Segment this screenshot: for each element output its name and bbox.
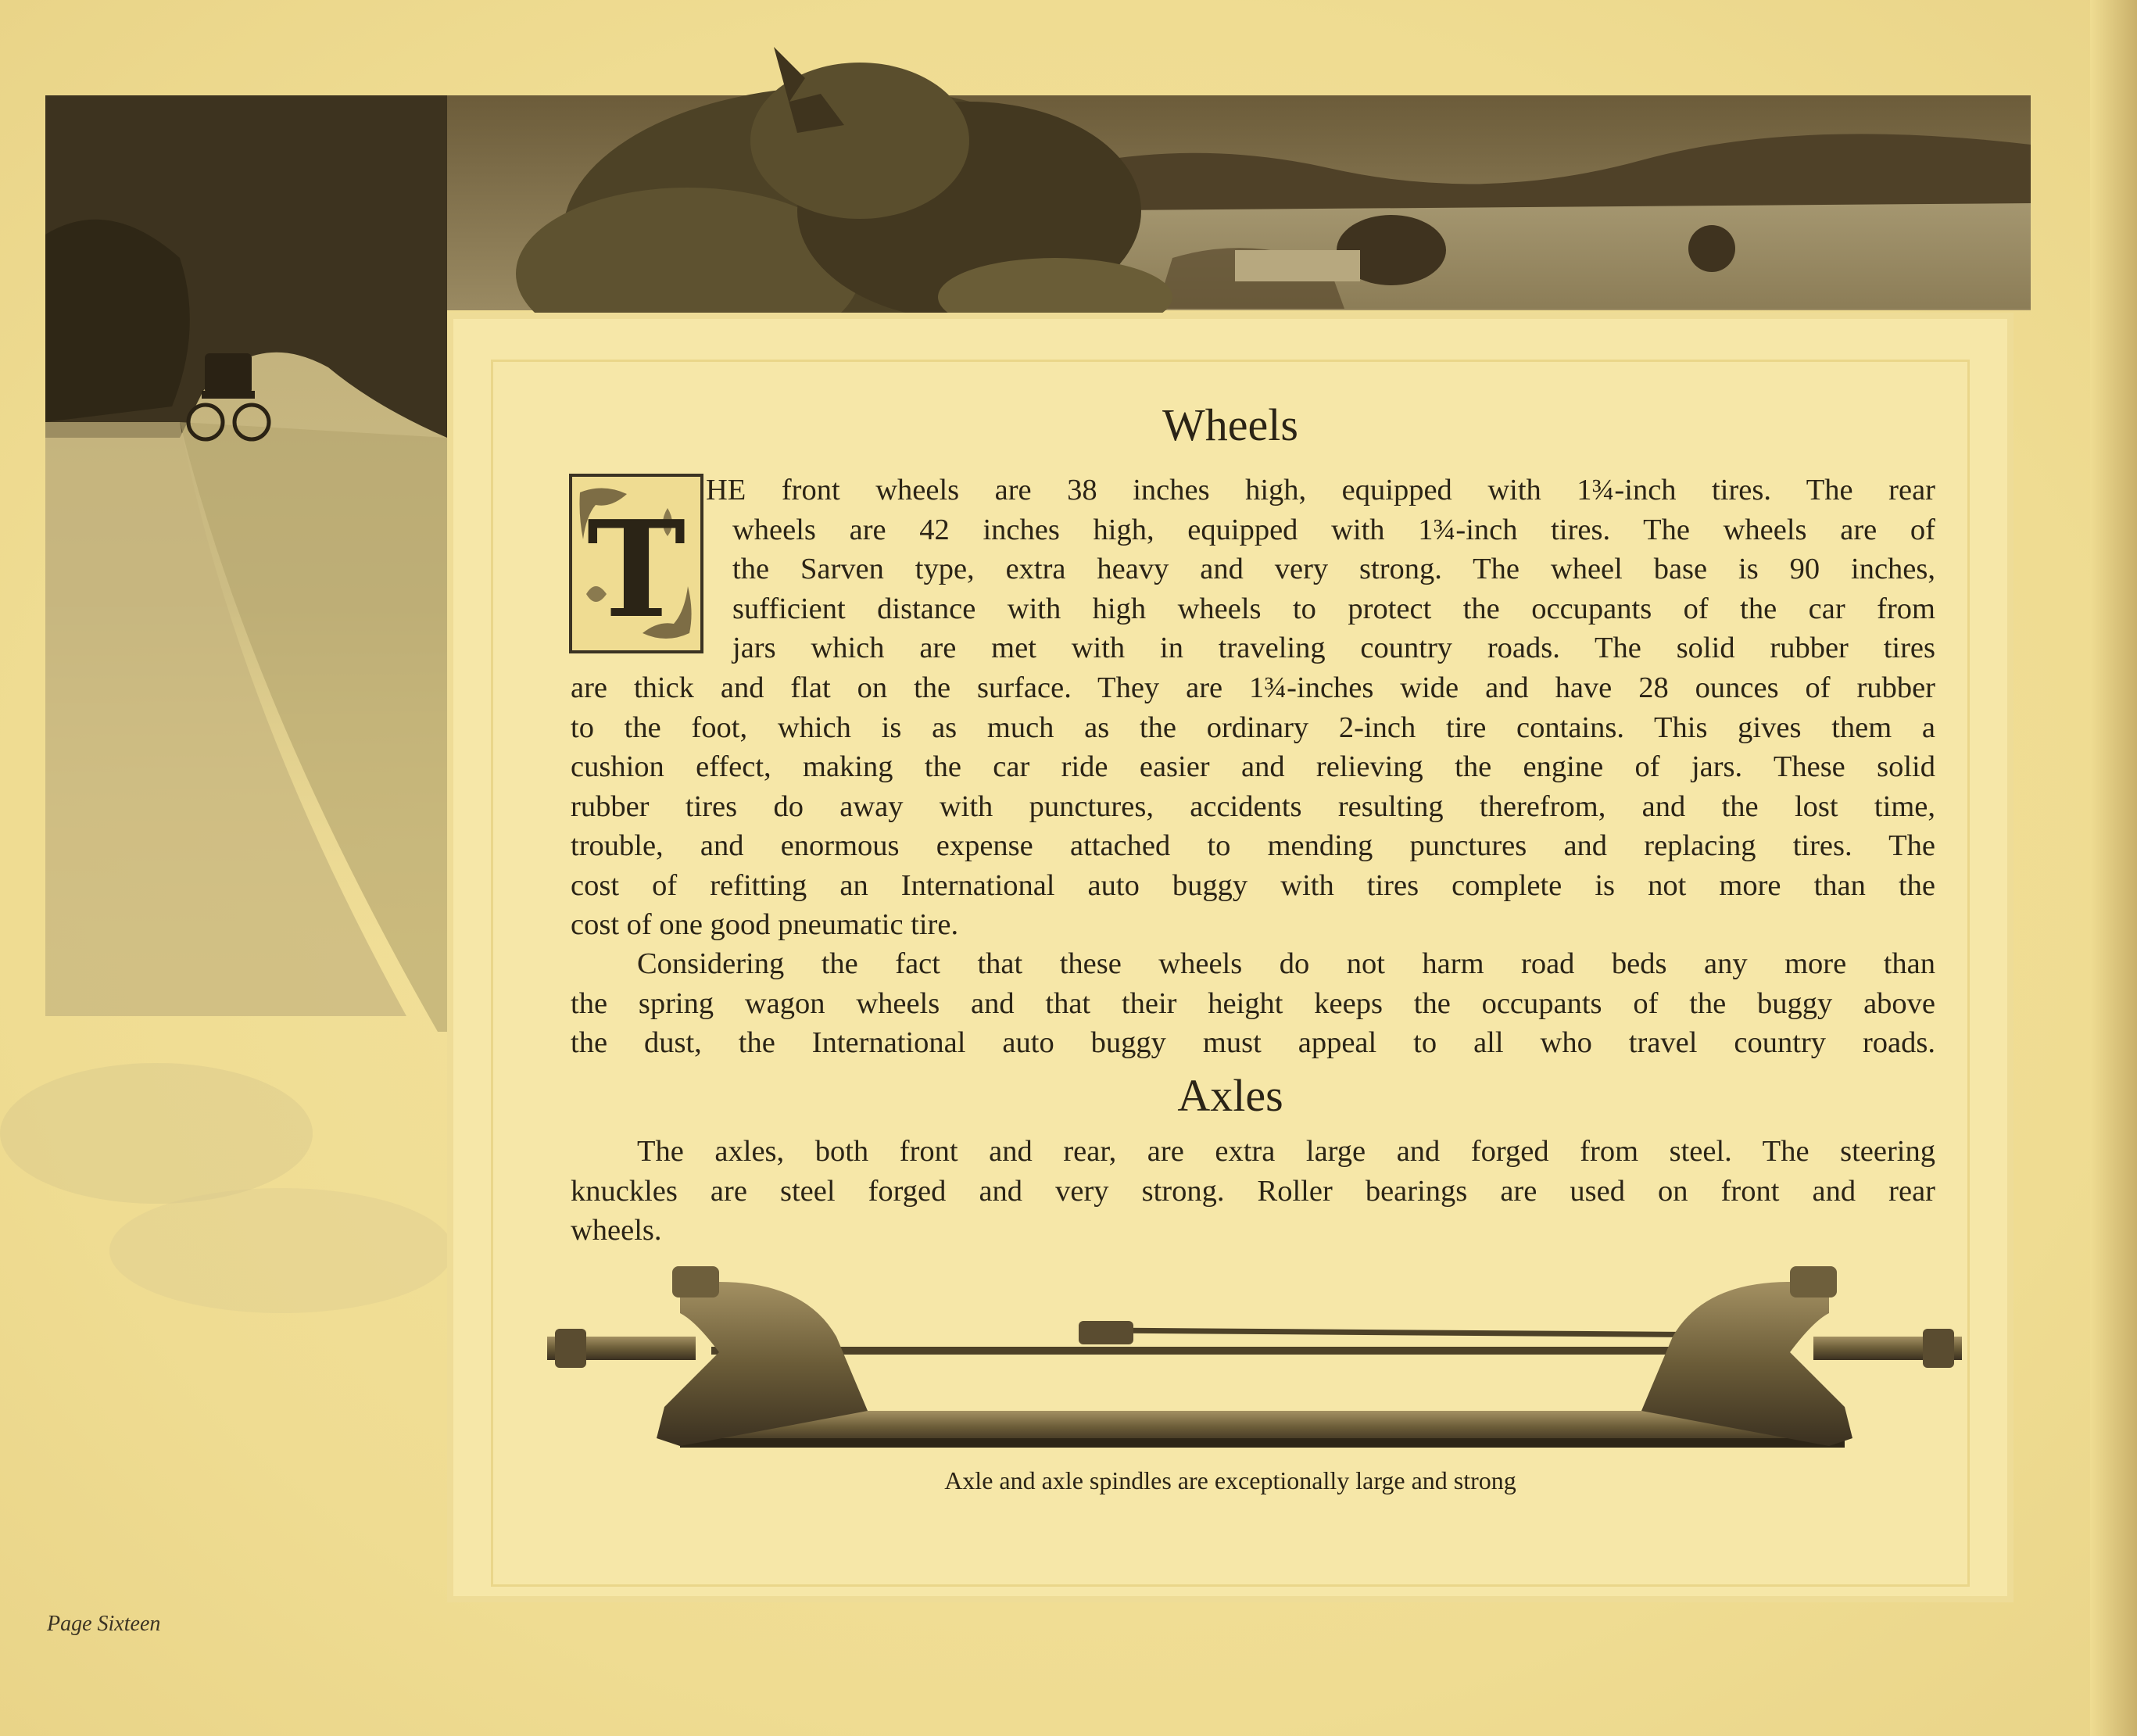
axles-paragraph-end bbox=[571, 1211, 1935, 1251]
text-line: are thick and flat on the surface. They are 1¾-inches wide and have 28 ounces of rubber bbox=[571, 671, 1935, 704]
text-line: Considering the fact that these wheels do not harm road beds any more than bbox=[637, 947, 1935, 980]
text-line: cushion effect, making the car ride easier and relieving the engine of jars. These solid bbox=[571, 750, 1935, 783]
axles-heading: Axles bbox=[1177, 1070, 1283, 1121]
wheels-paragraph-body bbox=[571, 668, 1935, 905]
text-line: knuckles are steel forged and very strong. Roller bearings are used on front and rear bbox=[571, 1174, 1935, 1208]
text-line: rubber tires do away with punctures, accidents resulting therefrom, and the lost time, bbox=[571, 789, 1935, 823]
page-number: Page Sixteen bbox=[47, 1612, 161, 1636]
text-line: The axles, both front and rear, are extra large and forged from steel. The steering bbox=[637, 1135, 1935, 1168]
text-line: to the foot, which is as much as the ordinary 2-inch tire contains. This gives them a bbox=[571, 711, 1935, 744]
text-line: the Sarven type, extra heavy and very strong. The wheel base is 90 inches, bbox=[732, 553, 1935, 585]
text-line: trouble, and enormous expense attached to mending punctures and replacing tires. The bbox=[571, 829, 1935, 862]
axle-illustration bbox=[539, 1251, 1970, 1462]
text-line: jars which are met with in traveling country roads. The solid rubber tires bbox=[732, 632, 1935, 664]
wheels-heading: Wheels bbox=[1162, 399, 1298, 450]
axle-caption: Axle and axle spindles are exceptionally large and strong bbox=[944, 1466, 1516, 1494]
text-line: wheels. bbox=[571, 1214, 662, 1247]
text-line: cost of refitting an International auto buggy with tires complete is not more than the bbox=[571, 868, 1935, 902]
svg-text:T: T bbox=[586, 492, 686, 648]
axles-paragraph bbox=[571, 1132, 1935, 1211]
text-line: HE front wheels are 38 inches high, equipped with 1¾-inch tires. The rear bbox=[706, 474, 1935, 506]
wheels-paragraph-end bbox=[571, 905, 1935, 945]
text-line: wheels are 42 inches high, equipped with 1¾-inch tires. The wheels are of bbox=[732, 513, 1935, 546]
dropcap-ornament bbox=[569, 474, 703, 653]
text-line: the spring wagon wheels and that their height keeps the occupants of the buggy above bbox=[571, 986, 1935, 1020]
dropcap-letter bbox=[572, 477, 700, 650]
wheels-paragraph-2 bbox=[571, 944, 1935, 1063]
text-line: the dust, the International auto buggy must appeal to all who travel country roads. bbox=[571, 1026, 1935, 1059]
wheels-paragraph-intro bbox=[706, 471, 1935, 668]
text-line: sufficient distance with high wheels to protect the occupants of the car from bbox=[732, 592, 1935, 625]
text-line: cost of one good pneumatic tire. bbox=[571, 908, 959, 941]
